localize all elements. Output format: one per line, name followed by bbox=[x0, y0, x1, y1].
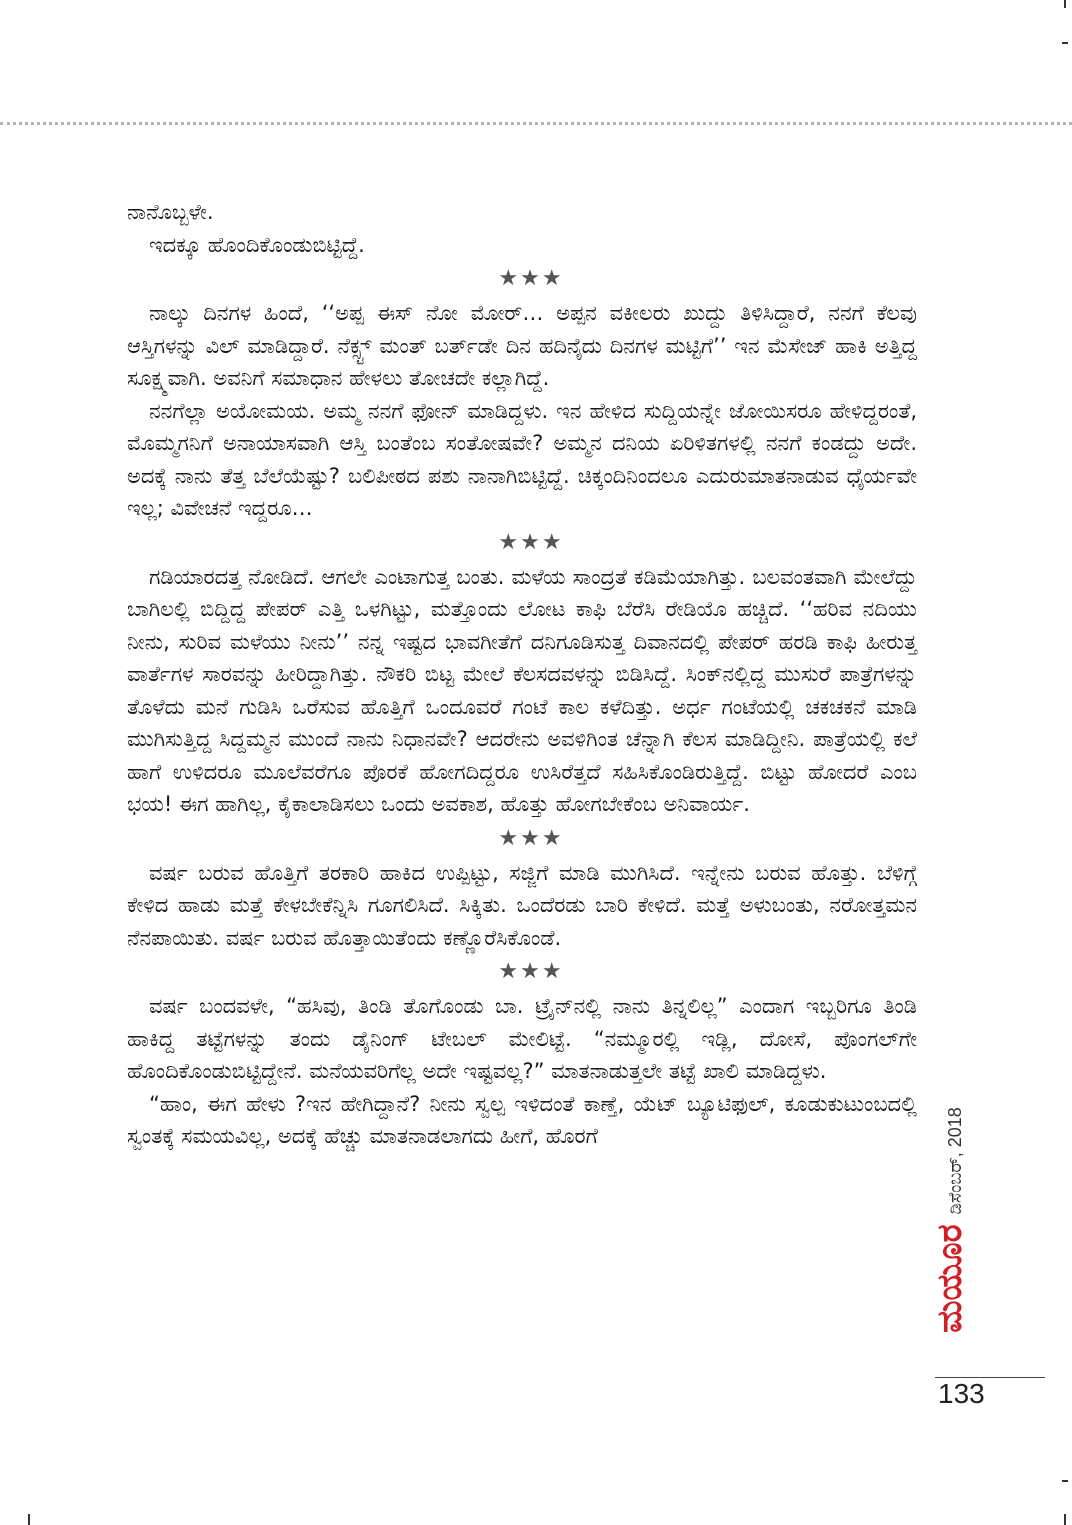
section-separator: ★★★ bbox=[498, 266, 564, 291]
paragraph: ಗಡಿಯಾರದತ್ತ ನೋಡಿದೆ. ಆಗಲೇ ಎಂಟಾಗುತ್ತ ಬಂತು. ಮಳೆಯ ಸಾಂದ್ರತೆ ಕಡಿಮೆಯಾಗಿತ್ತು. ಬಲವಂತವಾಗಿ ಮೇಲೆದ್ದು ಬಾಗಿಲಲ್ಲಿ ಬಿದ್ದಿದ್ದ ಪೇಪರ್ ಎತ್ತಿ ಒಳಗಿಟ್ಟು, ಮತ್ತೊಂದು ಲೋಟ ಕಾಫಿ ಬೆರೆಸಿ ರೇಡಿಯೊ ಹಚ್ಚಿದೆ. ‘‘ಹರಿವ ನದಿಯು ನೀನು, ಸುರಿವ ಮಳೆಯು ನೀನು’’ ನನ್ನ ಇಷ್ಟದ ಭಾವಗೀತೆಗೆ ದನಿಗೂಡಿಸುತ್ತ ದಿವಾನದಲ್ಲಿ ಪೇಪರ್ ಹರಡಿ ಕಾಫಿ ಹೀರುತ್ತ ವಾರ್ತೆಗಳ ಸಾರವನ್ನು ಹೀರಿದ್ದಾಗಿತ್ತು. ನೌಕರಿ ಬಿಟ್ಟ ಮೇಲೆ ಕೆಲಸದವಳನ್ನು ಬಿಡಿಸಿದ್ದೆ. ಸಿಂಕ್‌ನಲ್ಲಿದ್ದ ಮುಸುರೆ ಪಾತ್ರೆಗಳನ್ನು ತೊಳೆದು ಮನೆ ಗುಡಿಸಿ ಒರೆಸುವ ಹೊತ್ತಿಗೆ ಒಂದೂವರೆ ಗಂಟೆ ಕಾಲ ಕಳೆದಿತ್ತು. ಅರ್ಧ ಗಂಟೆಯಲ್ಲಿ ಚಕಚಕನೆ ಮಾಡಿ ಮುಗಿಸುತ್ತಿದ್ದ ಸಿದ್ದಮ್ಮನ ಮುಂದೆ ನಾನು ನಿಧಾನವೇ? ಆದರೇನು ಅವಳಿಗಿಂತ ಚೆನ್ನಾಗಿ ಕೆಲಸ ಮಾಡಿದ್ದೀನಿ. ಪಾತ್ರೆಯಲ್ಲಿ ಕಲೆ ಹಾಗೆ ಉಳಿದರೂ ಮೂಲೆವರೆಗೂ ಪೊರಕೆ ಹೋಗದಿದ್ದರೂ ಉಸಿರೆತ್ತದೆ ಸಹಿಸಿಕೊಂಡಿರುತ್ತಿದ್ದೆ. ಬಿಟ್ಟು ಹೋದರೆ ಎಂಬ ಭಯ! ಈಗ ಹಾಗಿಲ್ಲ, ಕೈಕಾಲಾಡಿಸಲು ಒಂದು ಅವಕಾಶ, ಹೊತ್ತು ಹೋಗಬೇಕೆಂಬ ಅನಿವಾರ್ಯ. bbox=[127, 564, 917, 816]
crop-mark bbox=[1062, 42, 1068, 44]
paragraph: ನಾನೊಬ್ಬಳೇ. bbox=[127, 200, 214, 224]
issue-date: ಡಿಸೆಂಬರ್, 2018 bbox=[945, 1107, 965, 1215]
paragraph: ನಾಲ್ಕು ದಿನಗಳ ಹಿಂದೆ, ‘‘ಅಪ್ಪ ಈಸ್ ನೋ ಮೋರ್… ಅಪ್ಪನ ವಕೀಲರು ಖುದ್ದು ತಿಳಿಸಿದ್ದಾರೆ, ನನಗೆ ಕೆಲವು ಆಸ್ತಿಗಳನ್ನು ವಿಲ್ ಮಾಡಿದ್ದಾರೆ. ನೆಕ್ಸ್ಟ್ ಮಂತ್ ಬರ್ತ್‌ಡೇ ದಿನ ಹದಿನೈದು ದಿನಗಳ ಮಟ್ಟಿಗೆ’’ ಇನ ಮೆಸೇಜ್ ಹಾಕಿ ಅತ್ತಿದ್ದ ಸೂಕ್ಷ್ಮವಾಗಿ. ಅವನಿಗೆ ಸಮಾಧಾನ ಹೇಳಲು ತೋಚದೇ ಕಲ್ಲಾಗಿದ್ದೆ. bbox=[127, 301, 917, 390]
crop-mark bbox=[1062, 1480, 1068, 1482]
paragraph: ವರ್ಷ ಬಂದವಳೇ, “ಹಸಿವು, ತಿಂಡಿ ತೊಗೊಂಡು ಬಾ. ಟ್ರೈನ್‌ನಲ್ಲಿ ನಾನು ತಿನ್ನಲಿಲ್ಲ” ಎಂದಾಗ ಇಬ್ಬರಿಗೂ ತಿಂಡಿ ಹಾಕಿದ್ದ ತಟ್ಟೆಗಳನ್ನು ತಂದು ಡೈನಿಂಗ್ ಟೇಬಲ್ ಮೇಲಿಟ್ಟೆ. “ನಮ್ಮೂರಲ್ಲಿ ಇಡ್ಲಿ, ದೋಸೆ, ಪೊಂಗಲ್‌ಗೇ ಹೊಂದಿಕೊಂಡುಬಿಟ್ಟಿದ್ದೇನೆ. ಮನೆಯವರಿಗೆಲ್ಲ ಅದೇ ಇಷ್ಟವಲ್ಲ?” ಮಾತನಾಡುತ್ತಲೇ ತಟ್ಟೆ ಖಾಲಿ ಮಾಡಿದ್ದಳು. bbox=[127, 994, 917, 1083]
article-body bbox=[127, 196, 917, 1153]
header-dotted-rule bbox=[0, 122, 1072, 125]
magazine-title: ಮಯೂರ bbox=[930, 1224, 970, 1333]
paragraph: ನನಗೆಲ್ಲಾ ಅಯೋಮಯ. ಅಮ್ಮ ನನಗೆ ಫೋನ್ ಮಾಡಿದ್ದಳು. ಇನ ಹೇಳಿದ ಸುದ್ದಿಯನ್ನೇ ಜೋಯಿಸರೂ ಹೇಳಿದ್ದರಂತೆ, ಮೊಮ್ಮಗನಿಗೆ ಅನಾಯಾಸವಾಗಿ ಆಸ್ತಿ ಬಂತೆಂಬ ಸಂತೋಷವೇ? ಅಮ್ಮನ ದನಿಯ ಏರಿಳಿತಗಳಲ್ಲಿ ನನಗೆ ಕಂಡದ್ದು ಅದೇ. ಅದಕ್ಕೆ ನಾನು ತೆತ್ತ ಬೆಲೆಯೆಷ್ಟು? ಬಲಿಪೀಠದ ಪಶು ನಾನಾಗಿಬಿಟ್ಟಿದ್ದೆ. ಚಿಕ್ಕಂದಿನಿಂದಲೂ ಎದುರುಮಾತನಾಡುವ ಧೈರ್ಯವೇ ಇಲ್ಲ; ವಿವೇಚನೆ ಇದ್ದರೂ… bbox=[127, 398, 917, 520]
crop-mark bbox=[1064, 0, 1066, 8]
paragraph: ಇದಕ್ಕೂ ಹೊಂದಿಕೊಂಡುಬಿಟ್ಟಿದ್ದೆ. bbox=[149, 232, 365, 257]
paragraph: “ಹಾಂ, ಈಗ ಹೇಳು ?ಇನ ಹೇಗಿದ್ದಾನೆ? ನೀನು ಸ್ವಲ್ಪ ಇಳಿದಂತೆ ಕಾಣ್ತೆ, ಯೆಟ್ ಬ್ಯೂಟಿಫುಲ್, ಕೂಡುಕುಟುಂಬದಲ್ಲಿ ಸ್ವಂತಕ್ಕೆ ಸಮಯವಿಲ್ಲ, ಅದಕ್ಕೆ ಹೆಚ್ಚು ಮಾತನಾಡಲಾಗದು ಹೀಗೆ, ಹೊರಗೆ bbox=[127, 1091, 917, 1148]
section-separator: ★★★ bbox=[498, 825, 564, 851]
crop-mark bbox=[28, 1514, 30, 1525]
section-separator: ★★★ bbox=[498, 529, 564, 555]
crop-mark bbox=[1064, 1514, 1066, 1525]
page-number: 133 bbox=[938, 1378, 985, 1409]
section-separator: ★★★ bbox=[498, 959, 564, 984]
paragraph: ವರ್ಷ ಬರುವ ಹೊತ್ತಿಗೆ ತರಕಾರಿ ಹಾಕಿದ ಉಪ್ಪಿಟ್ಟು, ಸಜ್ಜಿಗೆ ಮಾಡಿ ಮುಗಿಸಿದೆ. ಇನ್ನೇನು ಬರುವ ಹೊತ್ತು. ಬೆಳಿಗ್ಗೆ ಕೇಳಿದ ಹಾಡು ಮತ್ತೆ ಕೇಳಬೇಕೆನ್ನಿಸಿ ಗೂಗಲಿಸಿದೆ. ಸಿಕ್ಕಿತು. ಒಂದೆರಡು ಬಾರಿ ಕೇಳಿದೆ. ಮತ್ತೆ ಅಳುಬಂತು, ನರೋತ್ತಮನ ನೆನಪಾಯಿತು. ವರ್ಷ ಬರುವ ಹೊತ್ತಾಯಿತೆಂದು ಕಣ್ಣೊರೆಸಿಕೊಂಡೆ. bbox=[127, 860, 917, 950]
magazine-sidebar bbox=[930, 1070, 970, 1370]
